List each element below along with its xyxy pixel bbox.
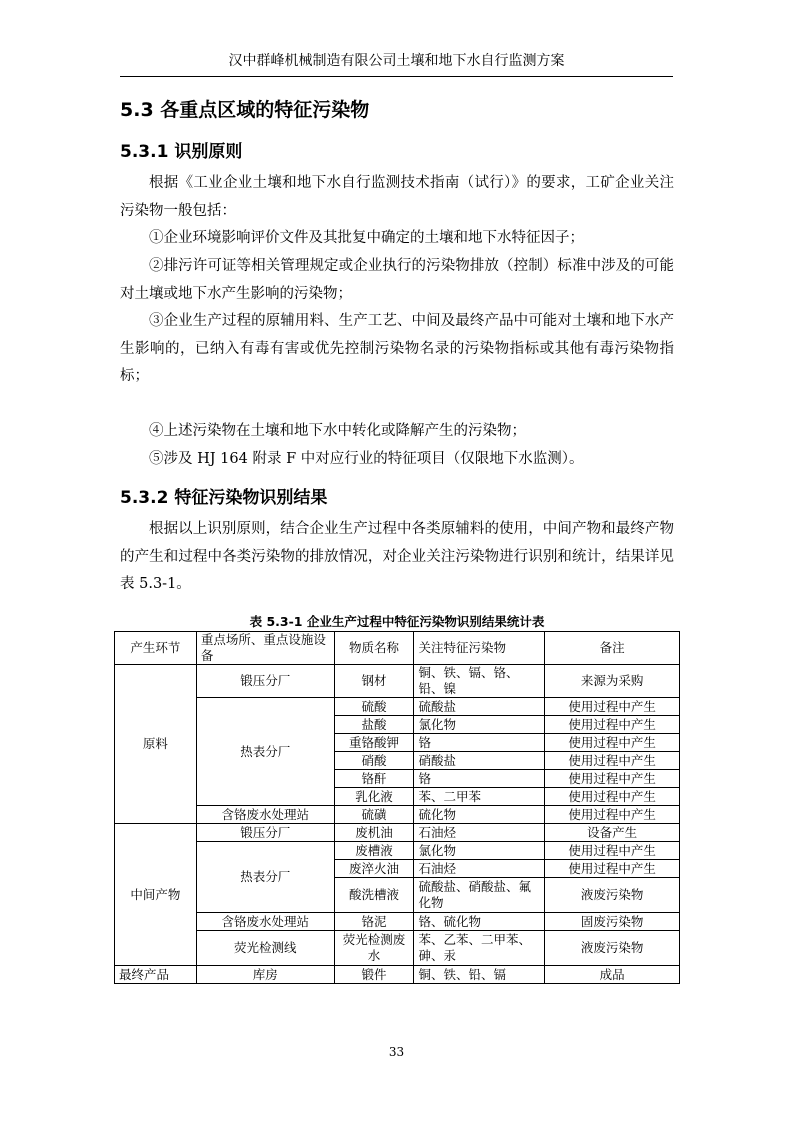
pollutant-cell: 硫酸盐 [414, 698, 545, 716]
pollutant-cell: 铬 [414, 770, 545, 788]
place-cell: 锻压分厂 [196, 824, 334, 842]
substance-cell: 钢材 [334, 665, 414, 698]
section-title: 5.3 各重点区域的特征污染物 [120, 99, 370, 121]
place-cell: 荧光检测线 [196, 931, 334, 966]
header-substance: 物质名称 [334, 632, 414, 665]
table-row [115, 698, 680, 716]
table-row [115, 913, 680, 931]
note-cell: 使用过程中产生 [545, 716, 680, 734]
place-cell: 热表分厂 [196, 698, 334, 806]
substance-cell: 乳化液 [334, 788, 414, 806]
principles-intro: 根据《工业企业土壤和地下水自行监测技术指南（试行）》的要求，工矿企业关注污染物一般包括： [120, 175, 674, 219]
principle-item-1: ①企业环境影响评价文件及其批复中确定的土壤和地下水特征因子； [149, 230, 584, 246]
note-cell: 固废污染物 [545, 913, 680, 931]
principle-item-2: ②排污许可证等相关管理规定或企业执行的污染物排放（控制）标准中涉及的可能对土壤或地下水产生影响的污染物； [120, 258, 674, 302]
table-row [115, 931, 680, 966]
substance-cell: 酸洗槽液 [334, 878, 414, 913]
substance-cell: 荧光检测废水 [334, 931, 414, 966]
pollutant-cell: 石油烃 [414, 824, 545, 842]
table-row [115, 806, 680, 824]
results-paragraph: 根据以上识别原则，结合企业生产过程中各类原辅料的使用，中间产物和最终产物的产生和过程中各类污染物的排放情况，对企业关注污染物进行识别和统计，结果详见表 5.3-1。 [120, 521, 674, 592]
note-cell: 使用过程中产生 [545, 770, 680, 788]
table-row [115, 665, 680, 698]
note-cell: 使用过程中产生 [545, 842, 680, 860]
substance-cell: 硫磺 [334, 806, 414, 824]
pollutant-cell: 氯化物 [414, 842, 545, 860]
header-note: 备注 [545, 632, 680, 665]
note-cell: 使用过程中产生 [545, 698, 680, 716]
pollutant-cell: 氯化物 [414, 716, 545, 734]
substance-cell: 废机油 [334, 824, 414, 842]
note-cell: 液废污染物 [545, 931, 680, 966]
principle-item-5: ⑤涉及 HJ 164 附录 F 中对应行业的特征项目（仅限地下水监测）。 [149, 451, 584, 467]
substance-cell: 铬酐 [334, 770, 414, 788]
page-header: 汉中群峰机械制造有限公司土壤和地下水自行监测方案 [120, 50, 673, 77]
stage-cell-mid: 中间产物 [115, 824, 197, 966]
note-cell: 成品 [545, 966, 680, 984]
table-row [115, 842, 680, 860]
page-number: 33 [388, 1045, 405, 1059]
table-header-row [115, 632, 680, 665]
pollutant-cell: 铜、铁、镉、铬、铅、镍 [414, 665, 545, 698]
table-row [115, 824, 680, 842]
place-cell: 锻压分厂 [196, 665, 334, 698]
note-cell: 使用过程中产生 [545, 734, 680, 752]
principle-item-4: ④上述污染物在土壤和地下水中转化或降解产生的污染物； [149, 423, 526, 439]
header-pollutant: 关注特征污染物 [414, 632, 545, 665]
substance-cell: 铬泥 [334, 913, 414, 931]
note-cell: 设备产生 [545, 824, 680, 842]
pollutant-cell: 苯、乙苯、二甲苯、砷、汞 [414, 931, 545, 966]
pollutant-cell: 苯、二甲苯 [414, 788, 545, 806]
note-cell: 液废污染物 [545, 878, 680, 913]
pollutant-cell: 铬 [414, 734, 545, 752]
note-cell: 来源为采购 [545, 665, 680, 698]
principle-item-3: ③企业生产过程的原辅用料、生产工艺、中间及最终产品中可能对土壤和地下水产生影响的，已纳入有毒有害或优先控制污染物名录的污染物指标或其他有毒污染物指标； [120, 313, 674, 384]
pollutant-cell: 石油烃 [414, 860, 545, 878]
place-cell: 含铬废水处理站 [196, 913, 334, 931]
substance-cell: 锻件 [334, 966, 414, 984]
pollutant-cell: 硫酸盐、硝酸盐、氟化物 [414, 878, 545, 913]
header-place: 重点场所、重点设施设备 [196, 632, 334, 665]
place-cell: 热表分厂 [196, 842, 334, 913]
pollutant-cell: 硫化物 [414, 806, 545, 824]
note-cell: 使用过程中产生 [545, 860, 680, 878]
stage-cell-final: 最终产品 [115, 966, 197, 984]
substance-cell: 盐酸 [334, 716, 414, 734]
header-stage: 产生环节 [115, 632, 197, 665]
place-cell: 库房 [196, 966, 334, 984]
table-row [115, 966, 680, 984]
subsection-title-principles: 5.3.1 识别原则 [120, 142, 243, 162]
note-cell: 使用过程中产生 [545, 806, 680, 824]
place-cell: 含铬废水处理站 [196, 806, 334, 824]
pollutant-cell: 硝酸盐 [414, 752, 545, 770]
substance-cell: 重铬酸钾 [334, 734, 414, 752]
note-cell: 使用过程中产生 [545, 752, 680, 770]
pollutant-table [114, 631, 680, 984]
pollutant-cell: 铬、硫化物 [414, 913, 545, 931]
subsection-title-results: 5.3.2 特征污染物识别结果 [120, 488, 328, 508]
stage-cell-raw: 原料 [115, 665, 197, 824]
table-caption: 表 5.3-1 企业生产过程中特征污染物识别结果统计表 [249, 614, 545, 629]
substance-cell: 硝酸 [334, 752, 414, 770]
substance-cell: 硫酸 [334, 698, 414, 716]
substance-cell: 废淬火油 [334, 860, 414, 878]
pollutant-cell: 铜、铁、铅、镉 [414, 966, 545, 984]
note-cell: 使用过程中产生 [545, 788, 680, 806]
substance-cell: 废槽液 [334, 842, 414, 860]
